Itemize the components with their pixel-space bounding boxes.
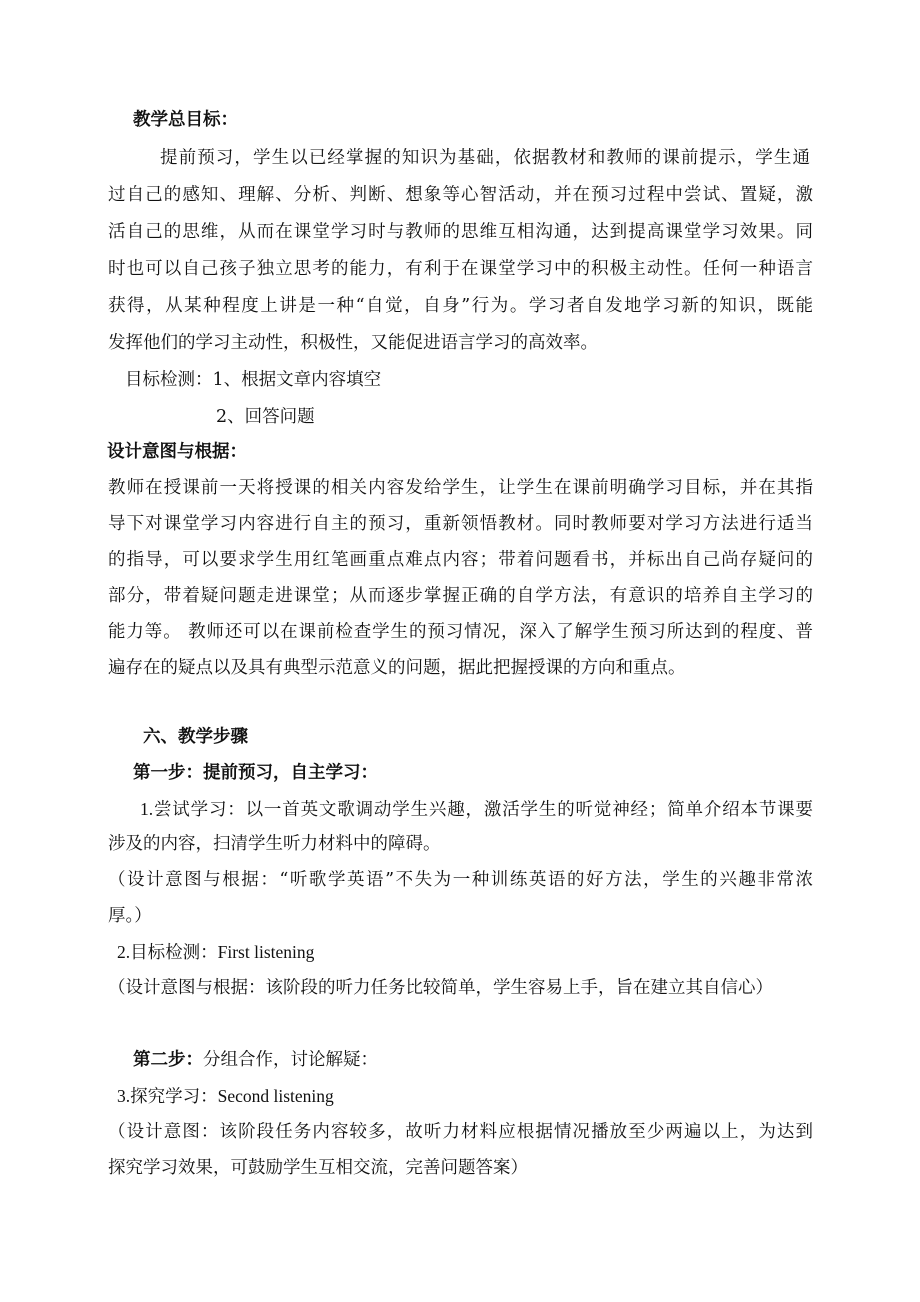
step1-item2: 2.目标检测：First listening — [117, 942, 315, 962]
design-paragraph-line-1: 教师在授课前一天将授课的相关内容发给学生，让学生在课前明确学习目标，并在其指 — [108, 478, 813, 498]
step1-item1-line-2: 涉及的内容，扫清学生听力材料中的障碍。 — [108, 834, 441, 854]
design-paragraph-line-5: 能力等。 教师还可以在课前检查学生的预习情况，深入了解学生预习所达到的程度、普 — [108, 622, 813, 642]
goal-paragraph-line-3: 活自己的思维，从而在课堂学习时与教师的思维互相沟通，达到提高课堂学习效果。同 — [108, 222, 813, 242]
step1-item1-line-1: 1.尝试学习：以一首英文歌调动学生兴趣，激活学生的听觉神经；简单介绍本节课要 — [140, 799, 813, 819]
design-paragraph-line-4: 部分，带着疑问题走进课堂；从而逐步掌握正确的自学方法，有意识的培养自主学习的 — [108, 586, 813, 606]
design-paragraph-line-3: 的指导，可以要求学生用红笔画重点难点内容；带着问题看书，并标出自己尚存疑问的 — [108, 550, 813, 570]
design-paragraph-line-6: 遍存在的疑点以及具有典型示范意义的问题，据此把握授课的方向和重点。 — [108, 658, 686, 678]
step2-note3-line-2: 探究学习效果，可鼓励学生互相交流，完善问题答案） — [108, 1158, 528, 1178]
step2-heading-line — [133, 1050, 845, 1070]
goal-paragraph-line-6: 发挥他们的学习主动性，积极性，又能促进语言学习的高效率。 — [108, 333, 598, 353]
design-paragraph-line-2: 导下对课堂学习内容进行自主的预习，重新领悟教材。同时教师要对学习方法进行适当 — [108, 514, 813, 534]
step1-note2: （设计意图与根据：该阶段的听力任务比较简单，学生容易上手，旨在建立其自信心） — [108, 978, 773, 998]
step2-heading: 第二步： — [133, 1050, 203, 1070]
design-heading: 设计意图与根据： — [107, 442, 247, 462]
step2-note3-line-1: （设计意图：该阶段任务内容较多，故听力材料应根据情况播放至少两遍以上，为达到 — [108, 1122, 813, 1142]
step2-heading-text: 分组合作，讨论解疑： — [203, 1050, 378, 1070]
step1-heading: 第一步：提前预习，自主学习： — [133, 763, 378, 783]
step1-note1-line-2: 厚。） — [108, 906, 152, 926]
steps-heading: 六、教学步骤 — [143, 727, 248, 747]
goal-heading: 教学总目标： — [133, 110, 238, 130]
goal-paragraph-line-2: 过自己的感知、理解、分析、判断、想象等心智活动，并在预习过程中尝试、置疑，激 — [108, 185, 813, 205]
target-detection-2: 2、回答问题 — [216, 407, 315, 427]
goal-paragraph-line-4: 时也可以自己孩子独立思考的能力，有利于在课堂学习中的积极主动性。任何一种语言 — [108, 259, 813, 279]
step1-note1-line-1: （设计意图与根据：“听歌学英语”不失为一种训练英语的好方法，学生的兴趣非常浓 — [108, 870, 813, 890]
step2-item3: 3.探究学习：Second listening — [117, 1086, 334, 1106]
goal-paragraph-line-5: 获得，从某种程度上讲是一种“自觉，自身”行为。学习者自发地学习新的知识，既能 — [108, 296, 813, 316]
goal-paragraph-line-1: 提前预习，学生以已经掌握的知识为基础，依据教材和教师的课前提示，学生通 — [160, 148, 810, 168]
target-detection-1: 目标检测：1、根据文章内容填空 — [125, 370, 382, 390]
